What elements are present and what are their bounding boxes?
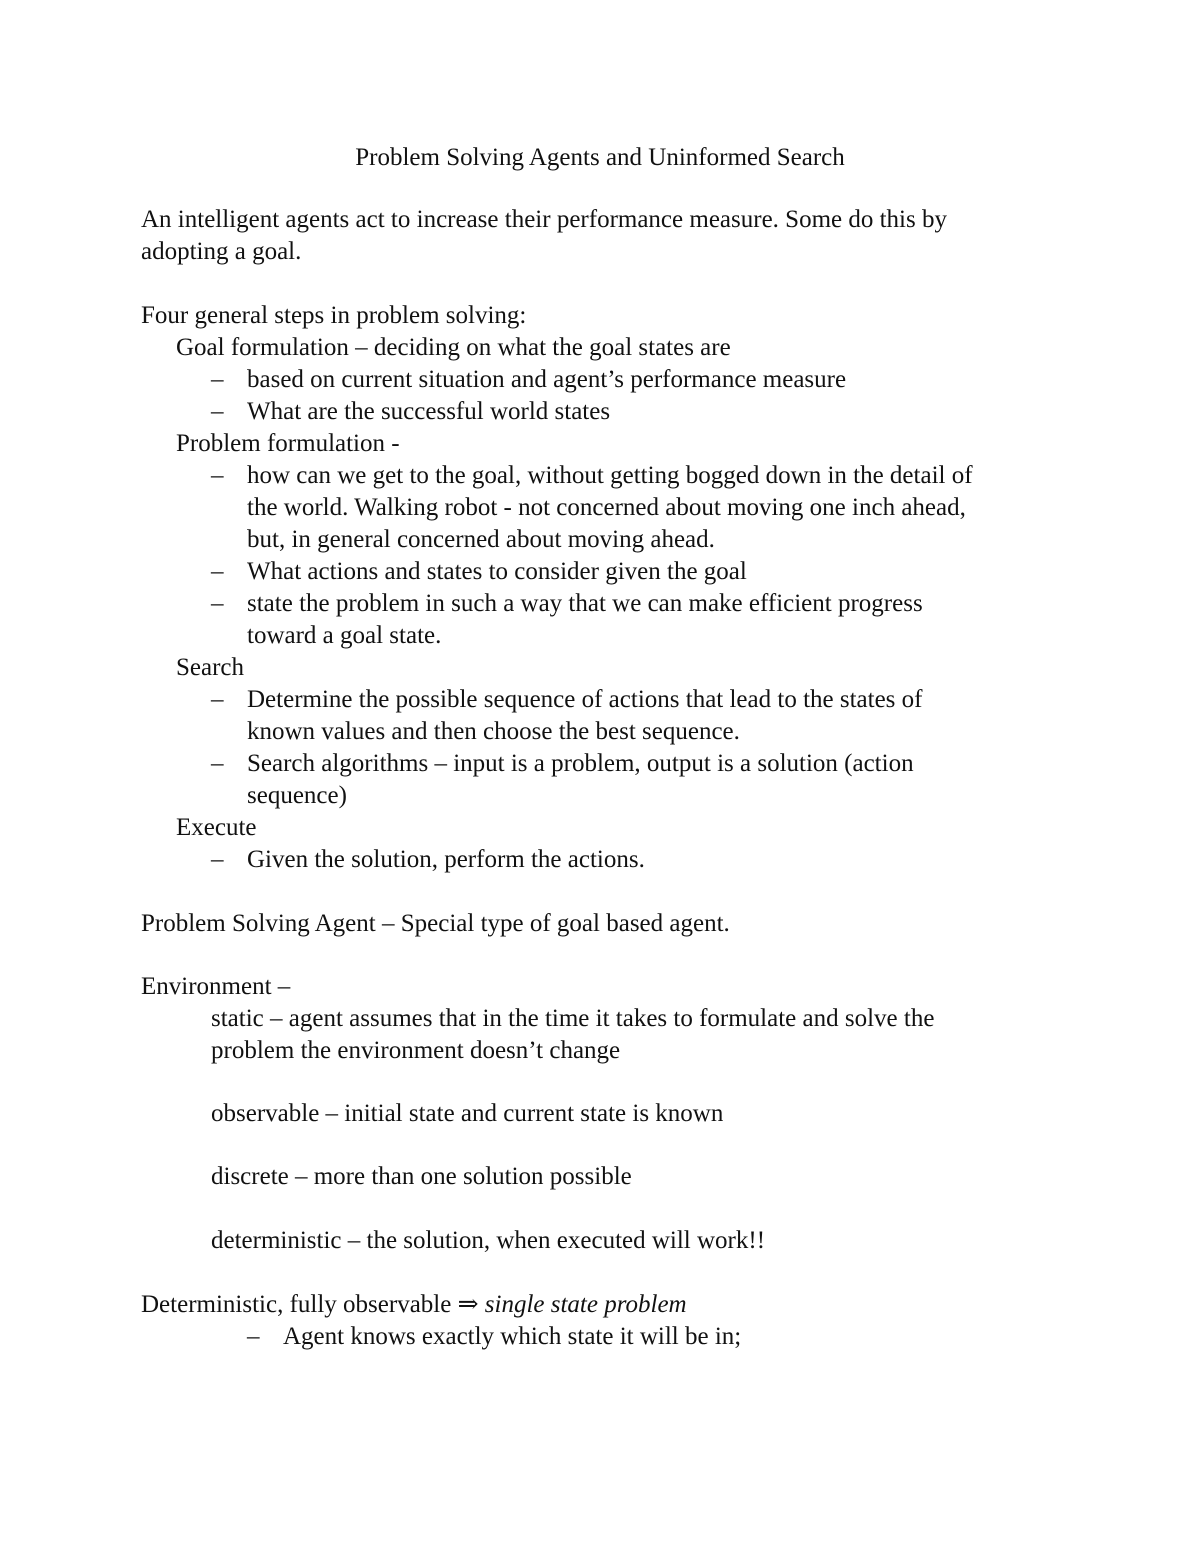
bullet-dash: – — [211, 846, 224, 873]
problem-bullet-1-line-2: the world. Walking robot - not concerned about moving one inch ahead, — [247, 494, 966, 521]
intro-line-1: An intelligent agents act to increase their performance measure. Some do this by — [141, 206, 947, 233]
execute-heading: Execute — [176, 814, 257, 841]
environment-observable: observable – initial state and current state is known — [211, 1100, 724, 1127]
bullet-dash: – — [211, 686, 224, 713]
problem-bullet-3-line-2: toward a goal state. — [247, 622, 442, 649]
steps-heading: Four general steps in problem solving: — [141, 302, 527, 329]
intro-line-2: adopting a goal. — [141, 238, 302, 265]
single-state-lead: Deterministic, fully observable ⇒ — [141, 1291, 485, 1318]
problem-bullet-1-line-3: but, in general concerned about moving ahead. — [247, 526, 715, 553]
search-bullet-1-line-2: known values and then choose the best sequence. — [247, 718, 740, 745]
problem-formulation-heading: Problem formulation - — [176, 430, 400, 457]
goal-bullet-2: What are the successful world states — [247, 398, 611, 425]
environment-static-line-1: static – agent assumes that in the time it takes to formulate and solve the — [211, 1005, 935, 1032]
bullet-dash: – — [211, 462, 224, 489]
problem-solving-agent-line: Problem Solving Agent – Special type of goal based agent. — [141, 910, 730, 937]
single-state-term: single state problem — [484, 1291, 687, 1318]
environment-discrete: discrete – more than one solution possible — [211, 1163, 632, 1190]
environment-static-line-2: problem the environment doesn’t change — [211, 1037, 621, 1064]
environment-deterministic: deterministic – the solution, when executed will work!! — [211, 1227, 766, 1254]
document-title: Problem Solving Agents and Uninformed Search — [355, 144, 845, 171]
problem-bullet-3-line-1: state the problem in such a way that we can make efficient progress — [247, 590, 923, 617]
bullet-dash: – — [211, 398, 224, 425]
bullet-dash: – — [211, 558, 224, 585]
search-bullet-1-line-1: Determine the possible sequence of actions that lead to the states of — [247, 686, 923, 713]
search-heading: Search — [176, 654, 245, 681]
problem-bullet-1-line-1: how can we get to the goal, without getting bogged down in the detail of — [247, 462, 973, 489]
goal-formulation-heading: Goal formulation – deciding on what the goal states are — [176, 334, 731, 361]
bullet-dash: – — [247, 1323, 260, 1350]
single-state-bullet: Agent knows exactly which state it will be in; — [283, 1323, 742, 1350]
execute-bullet-1: Given the solution, perform the actions. — [247, 846, 645, 873]
search-bullet-2-line-1: Search algorithms – input is a problem, output is a solution (action — [247, 750, 914, 777]
bullet-dash: – — [211, 590, 224, 617]
environment-heading: Environment – — [141, 973, 291, 1000]
problem-bullet-2: What actions and states to consider given the goal — [247, 558, 747, 585]
bullet-dash: – — [211, 366, 224, 393]
goal-bullet-1: based on current situation and agent’s performance measure — [247, 366, 847, 393]
bullet-dash: – — [211, 750, 224, 777]
search-bullet-2-line-2: sequence) — [247, 782, 347, 809]
single-state-line — [141, 1289, 687, 1321]
